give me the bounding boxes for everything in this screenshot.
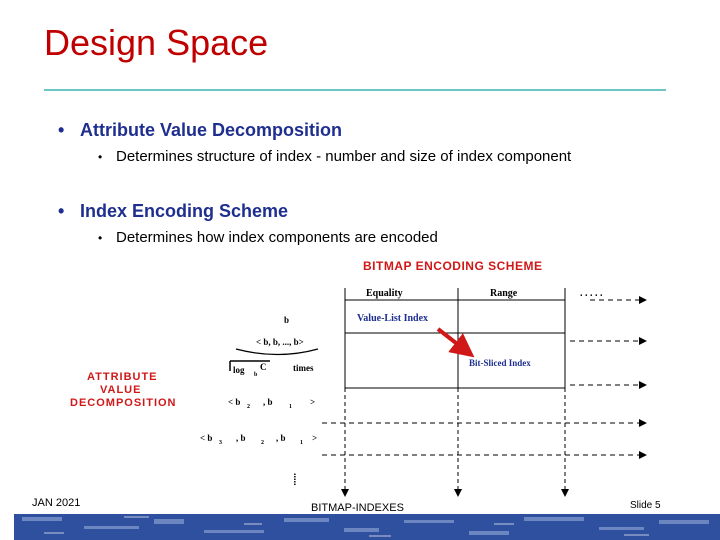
row-b2b1-a-sub: 2 (247, 404, 250, 410)
row-b3-c-sub: 1 (300, 440, 303, 446)
row-b3-d: > (312, 433, 318, 443)
col-range-label: Range (490, 288, 518, 299)
bullet-attribute-value-decomposition (58, 120, 342, 141)
sub-bullet-text: Determines how index components are encoded (116, 229, 438, 246)
row-b3-c: , b (276, 433, 286, 443)
left-label-attribute: ATTRIBUTE (87, 371, 158, 383)
bitmap-encoding-figure (60, 255, 660, 500)
slide-title: Design Space (44, 22, 269, 63)
footer-slide-number: Slide 5 (630, 500, 661, 511)
bullet-dot: • (58, 120, 65, 140)
left-label-decomposition: DECOMPOSITION (70, 397, 177, 409)
cell-bit-sliced-index: Bit-Sliced Index (469, 358, 531, 368)
row-b: b (284, 315, 290, 325)
sub-bullet-text: Determines structure of index - number and size of index component (116, 148, 572, 165)
row-b2b1-b-sub: 1 (289, 404, 292, 410)
bullet-dot: • (58, 201, 65, 221)
row-b3-a-sub: 3 (219, 440, 222, 446)
row-b3-a: < b (200, 433, 213, 443)
sub-bullet-encoding (98, 229, 438, 246)
row-b3-b-sub: 2 (261, 440, 264, 446)
row-times: times (293, 363, 314, 373)
row-b3-b: , b (236, 433, 246, 443)
bullet-text: Index Encoding Scheme (80, 201, 289, 221)
bullet-index-encoding-scheme (58, 201, 288, 222)
title-divider (44, 89, 666, 91)
encoding-table (345, 288, 565, 388)
col-more-dots: . . . . . (580, 288, 603, 299)
row-b2b1-a: < b (228, 397, 241, 407)
figure-heading: BITMAP ENCODING SCHEME (363, 259, 543, 273)
left-label-value: VALUE (100, 384, 142, 396)
sub-bullet-structure (98, 148, 571, 165)
footer-texture-band (14, 514, 720, 540)
bullet-text: Attribute Value Decomposition (80, 120, 343, 140)
row-tuple: < b, b, ..., b> (256, 337, 304, 347)
sub-bullet-dot: • (98, 231, 103, 245)
footer-date: JAN 2021 (32, 497, 81, 509)
row-log-sub: b (254, 372, 258, 378)
row-brace (236, 349, 318, 355)
footer-center: BITMAP-INDEXES (311, 502, 404, 514)
cell-value-list-index: Value-List Index (357, 313, 429, 324)
col-equality-label: Equality (366, 288, 403, 299)
row-dots: ..... (291, 473, 302, 486)
row-log: log (233, 365, 245, 375)
sub-bullet-dot: • (98, 150, 103, 164)
row-b2b1-c: > (310, 397, 316, 407)
row-b2b1-b: , b (263, 397, 273, 407)
red-arrow (438, 329, 465, 350)
row-log-c: C (260, 362, 267, 372)
